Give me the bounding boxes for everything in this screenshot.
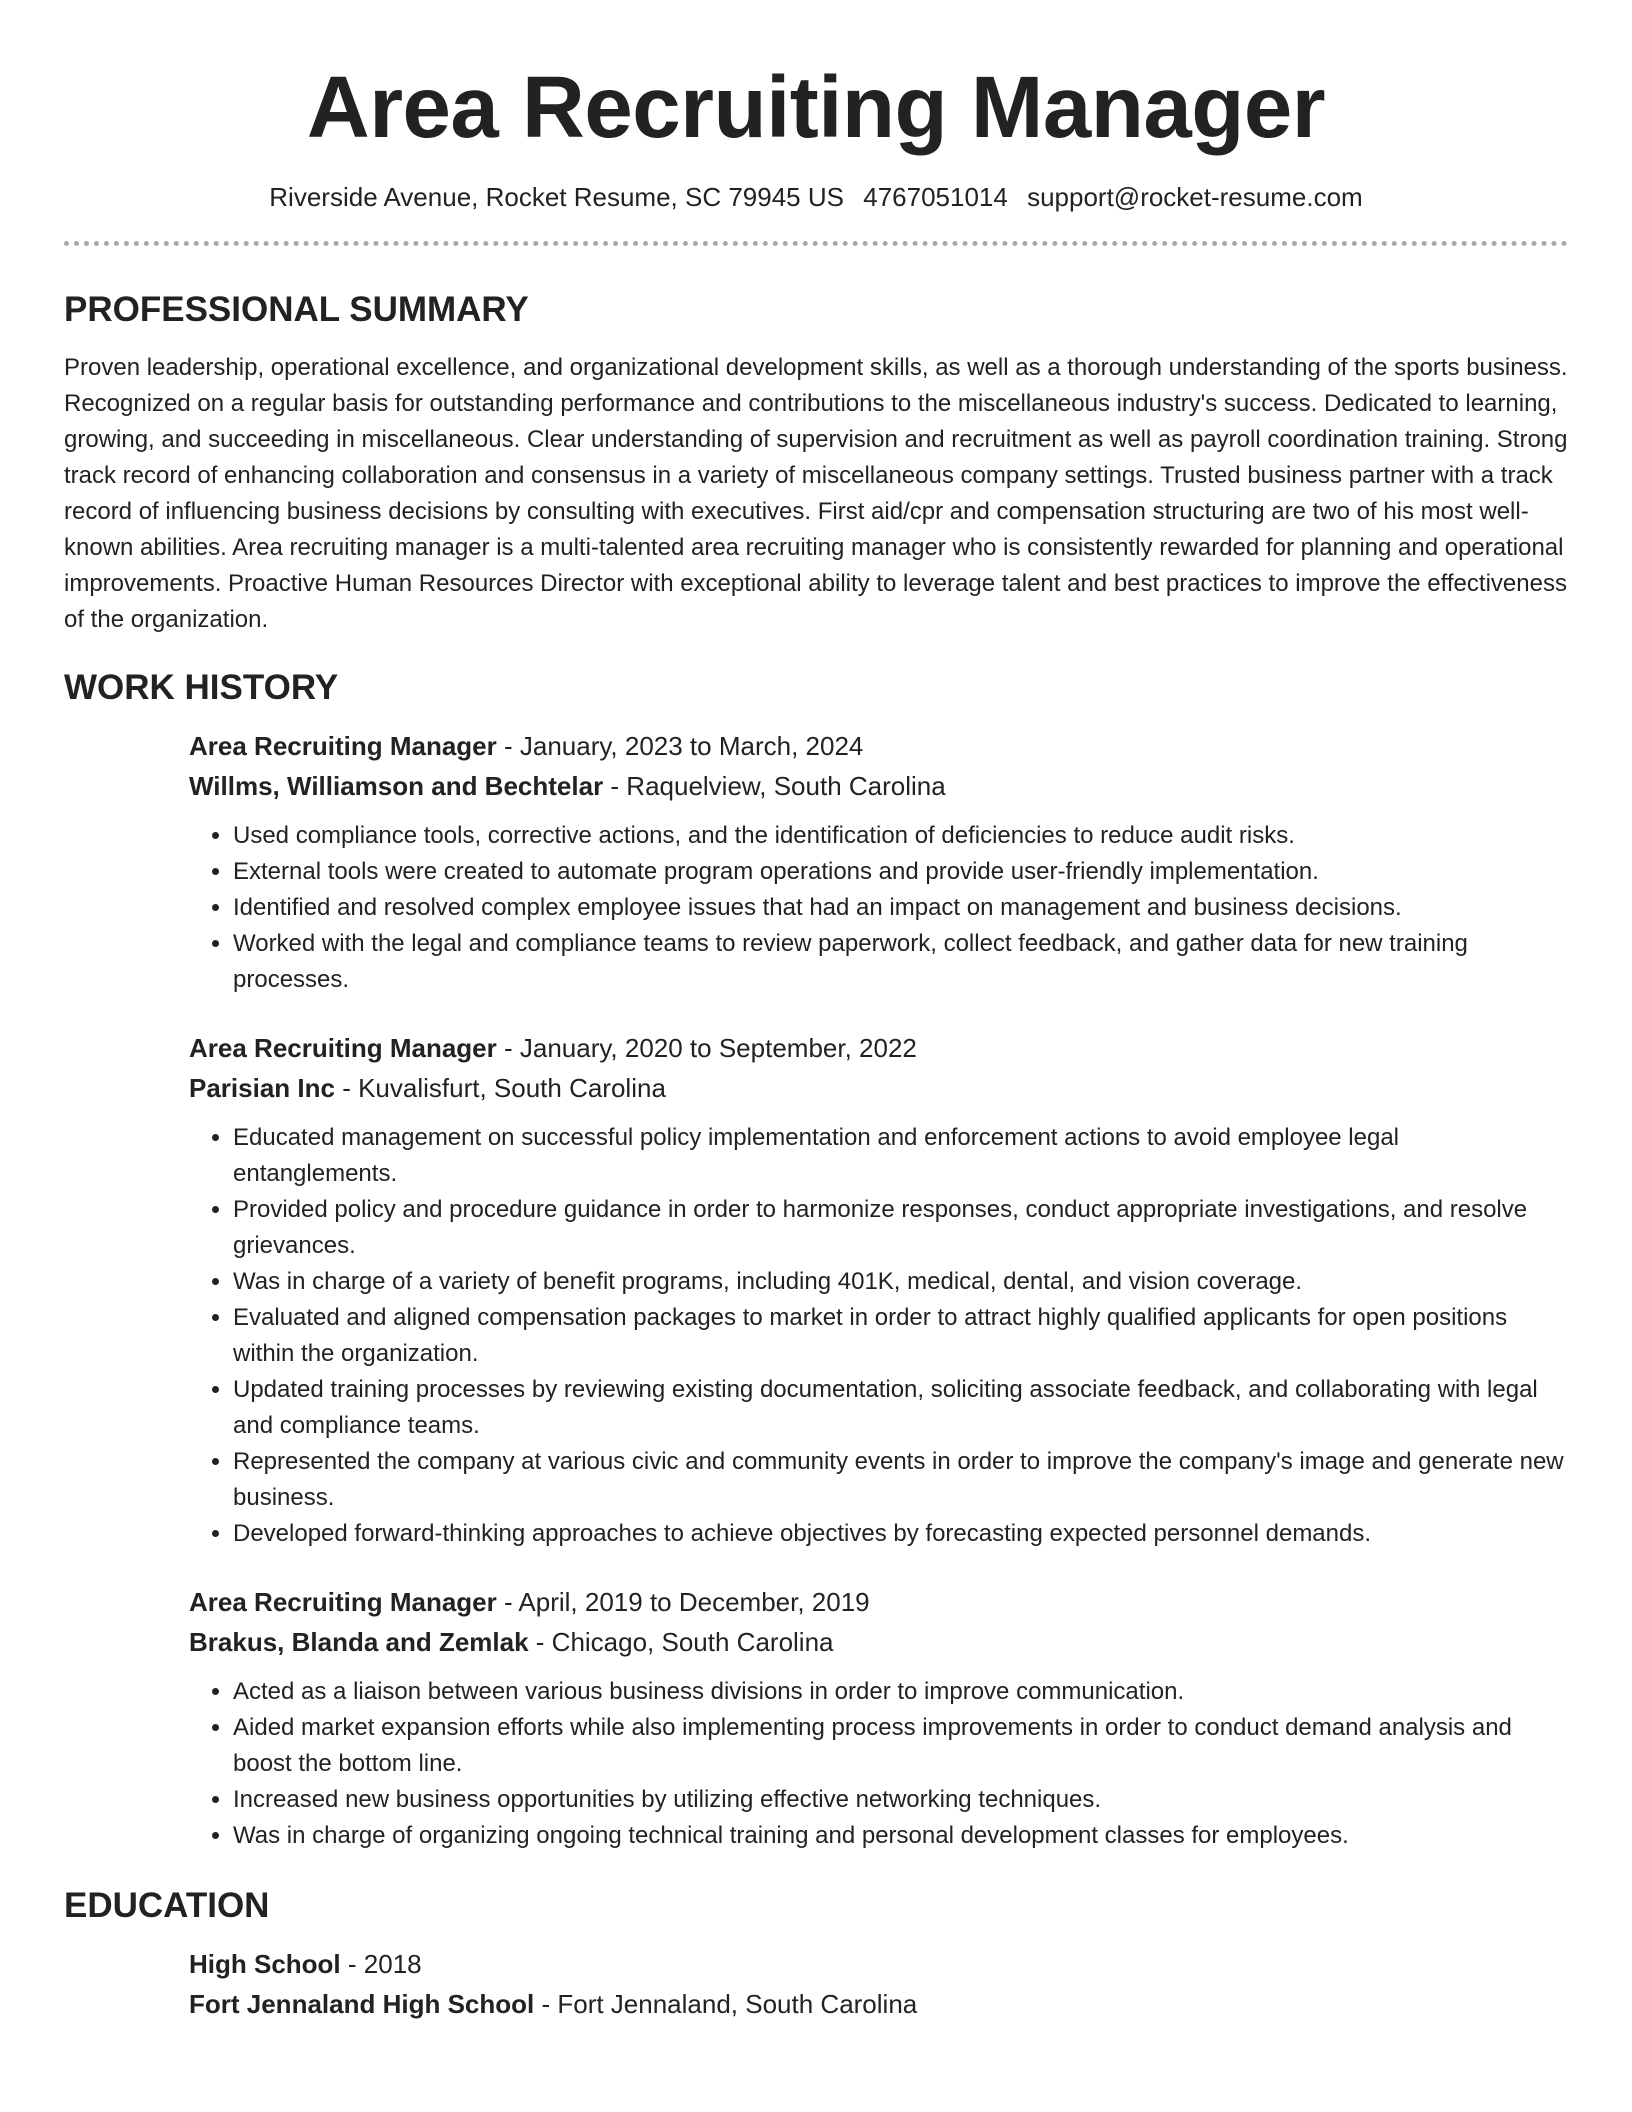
job-company: Brakus, Blanda and Zemlak — [189, 1627, 529, 1657]
job-role-line — [189, 1582, 1568, 1622]
job-bullet: • Was in charge of organizing ongoing technical training and personal development classes for employees. — [233, 1818, 1568, 1854]
job-entry — [189, 1582, 1568, 1854]
job-dates: - January, 2020 to September, 2022 — [496, 1033, 917, 1063]
job-dates: - April, 2019 to December, 2019 — [496, 1587, 870, 1617]
job-company: Willms, Williamson and Bechtelar — [189, 771, 604, 801]
job-bullet: • External tools were created to automate program operations and provide user-friendly implementation. — [233, 854, 1568, 890]
job-bullet: • Worked with the legal and compliance teams to review paperwork, collect feedback, and gather data for new training processes. — [233, 926, 1568, 998]
job-dates: - January, 2023 to March, 2024 — [496, 731, 864, 761]
summary-heading: PROFESSIONAL SUMMARY — [64, 290, 529, 329]
job-bullets — [189, 818, 1568, 998]
contact-line — [64, 180, 1568, 214]
job-role: Area Recruiting Manager — [189, 1033, 497, 1063]
education-school-line — [189, 1984, 1568, 2024]
resume-page — [64, 0, 1568, 2024]
job-location: - Chicago, South Carolina — [528, 1627, 834, 1657]
header-divider — [64, 241, 1568, 246]
job-bullet: • Identified and resolved complex employee issues that had an impact on management and business decisions. — [233, 890, 1568, 926]
contact-phone: 4767051014 — [863, 182, 1008, 212]
contact-address: Riverside Avenue, Rocket Resume, SC 79945 US — [269, 182, 844, 212]
job-bullet: • Aided market expansion efforts while also implementing process improvements in order to conduct demand analysis and boost the bottom line. — [233, 1710, 1568, 1782]
job-bullets — [189, 1674, 1568, 1854]
job-bullet: • Increased new business opportunities by utilizing effective networking techniques. — [233, 1782, 1568, 1818]
job-role: Area Recruiting Manager — [189, 731, 497, 761]
education-year: - 2018 — [340, 1949, 422, 1979]
job-location: - Raquelview, South Carolina — [603, 771, 946, 801]
summary-text: Proven leadership, operational excellence, and organizational development skills, as well as a thorough understanding of the sports business. Recognized on a regular basis for outstanding performance and contributions to the miscellaneous industry's success. Dedicated to learning, growing, and succeeding in miscellaneous. Clear understanding of supervision and recruitment as well as payroll coordination training. Strong track record of enhancing collaboration and consensus in a variety of miscellaneous company settings. Trusted business partner with a track record of influencing business decisions by consulting with executives. First aid/cpr and compensation structuring are two of his most well-known abilities. Area recruiting manager is a multi-talented area recruiting manager who is consistently rewarded for planning and operational improvements. Proactive Human Resources Director with exceptional ability to leverage talent and best practices to improve the effectiveness of the organization. — [64, 354, 1568, 633]
job-entry — [189, 726, 1568, 998]
job-bullet: • Represented the company at various civic and community events in order to improve the company's image and generate new business. — [233, 1444, 1568, 1516]
job-bullet: • Evaluated and aligned compensation packages to market in order to attract highly qualified applicants for open positions within the organization. — [233, 1300, 1568, 1372]
education-location: - Fort Jennaland, South Carolina — [534, 1989, 918, 2019]
job-bullet: • Developed forward-thinking approaches to achieve objectives by forecasting expected personnel demands. — [233, 1516, 1568, 1552]
education-degree-line — [189, 1944, 1568, 1984]
job-bullet: • Was in charge of a variety of benefit programs, including 401K, medical, dental, and vision coverage. — [233, 1264, 1568, 1300]
job-bullet: • Educated management on successful policy implementation and enforcement actions to avoid employee legal entanglements. — [233, 1120, 1568, 1192]
job-bullet: • Provided policy and procedure guidance in order to harmonize responses, conduct appropriate investigations, and resolve grievances. — [233, 1192, 1568, 1264]
job-entry — [189, 1028, 1568, 1552]
work-history-heading: WORK HISTORY — [64, 668, 339, 707]
resume-name-title: Area Recruiting Manager — [306, 59, 1326, 156]
job-company: Parisian Inc — [189, 1073, 335, 1103]
job-company-line — [189, 1068, 1568, 1108]
job-bullet: • Acted as a liaison between various business divisions in order to improve communication. — [233, 1674, 1568, 1710]
job-role-line — [189, 1028, 1568, 1068]
job-location: - Kuvalisfurt, South Carolina — [334, 1073, 666, 1103]
education-school: Fort Jennaland High School — [189, 1989, 535, 2019]
education-heading: EDUCATION — [64, 1886, 270, 1925]
education-degree: High School — [189, 1949, 341, 1979]
job-company-line — [189, 1622, 1568, 1662]
contact-email: support@rocket-resume.com — [1027, 182, 1363, 212]
job-role-line — [189, 726, 1568, 766]
job-bullet: • Updated training processes by reviewing existing documentation, soliciting associate feedback, and collaborating with legal and compliance teams. — [233, 1372, 1568, 1444]
job-bullet: • Used compliance tools, corrective actions, and the identification of deficiencies to reduce audit risks. — [233, 818, 1568, 854]
job-bullets — [189, 1120, 1568, 1552]
job-company-line — [189, 766, 1568, 806]
job-role: Area Recruiting Manager — [189, 1587, 497, 1617]
education-entry — [189, 1944, 1568, 2024]
